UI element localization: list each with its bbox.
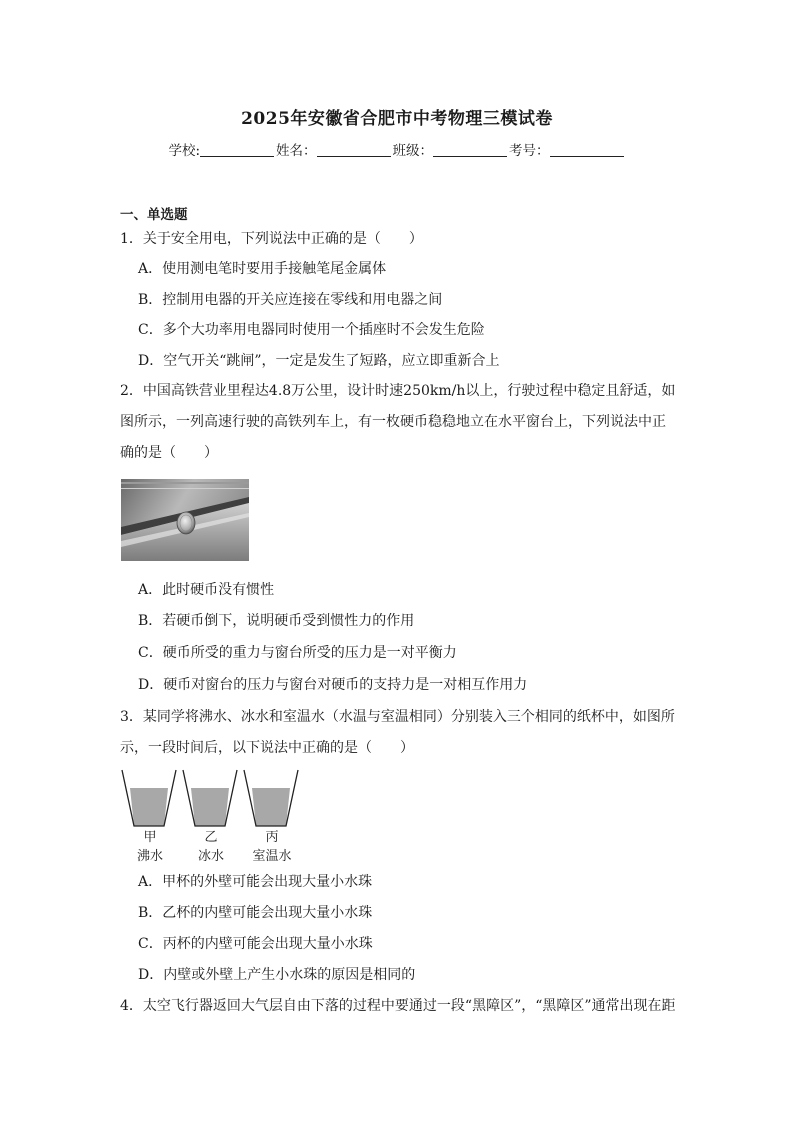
question-1-option-b: B．控制用电器的开关应连接在零线和用电器之间 [138, 292, 443, 308]
school-label: 学校: [168, 143, 201, 159]
question-4-stem: 4．太空飞行器返回大气层自由下落的过程中要通过一段“黑障区”，“黑障区”通常出现在距 [120, 998, 676, 1014]
student-info-line [0, 139, 794, 159]
cup-bing-label: 丙 [265, 830, 279, 845]
name-blank[interactable] [317, 142, 391, 157]
class-blank[interactable] [433, 142, 507, 157]
school-blank[interactable] [200, 142, 274, 157]
cup-yi-sublabel: 冰水 [197, 849, 224, 864]
question-1-option-c: C．多个大功率用电器同时使用一个插座时不会发生危险 [138, 322, 485, 338]
number-blank[interactable] [550, 142, 624, 157]
cup-jia-label: 甲 [143, 830, 157, 845]
cup-yi-label: 乙 [204, 830, 218, 845]
cup-bing-sublabel: 室温水 [252, 849, 292, 864]
question-3-option-d: D．内壁或外壁上产生小水珠的原因是相同的 [138, 967, 416, 983]
question-3-stem: 3．某同学将沸水、冰水和室温水（水温与室温相同）分别装入三个相同的纸杯中，如图所示，一段时间后，以下说法中正确的是（ ） [120, 709, 675, 756]
question-1-option-d: D．空气开关“跳闸”，一定是发生了短路，应立即重新合上 [138, 353, 500, 369]
cup-jia-sublabel: 沸水 [136, 849, 163, 864]
question-3-option-c: C．丙杯的内壁可能会出现大量小水珠 [138, 936, 373, 952]
question-2-stem: 2．中国高铁营业里程达4.8万公里，设计时速250km/h以上，行驶过程中稳定且舒适，如图所示，一列高速行驶的高铁列车上，有一枚硬币稳稳地立在水平窗台上，下列说法中正确的是（ ） [120, 383, 676, 461]
class-label: 班级： [392, 143, 434, 159]
page-title: 2025年安徽省合肥市中考物理三模试卷 [241, 109, 553, 129]
number-label: 考号： [509, 143, 550, 159]
coin-on-windowsill-photo [121, 479, 249, 561]
three-cups-figure [118, 768, 308, 864]
question-3-option-b: B．乙杯的内壁可能会出现大量小水珠 [138, 905, 373, 921]
question-2-option-b: B．若硬币倒下，说明硬币受到惯性力的作用 [138, 613, 415, 629]
coin-photo-image [121, 479, 249, 561]
question-2-option-c: C．硬币所受的重力与窗台所受的压力是一对平衡力 [138, 645, 457, 661]
question-1-stem: 1．关于安全用电，下列说法中正确的是（ ） [120, 231, 423, 247]
question-3-option-a: A．甲杯的外壁可能会出现大量小水珠 [138, 874, 373, 890]
name-label: 姓名： [276, 143, 317, 159]
question-1-option-a: A．使用测电笔时要用手接触笔尾金属体 [138, 261, 387, 277]
cups-drawing [118, 768, 308, 828]
section-heading: 一、单选题 [120, 207, 188, 223]
question-2-option-a: A．此时硬币没有惯性 [138, 582, 275, 598]
question-2-option-d: D．硬币对窗台的压力与窗台对硬币的支持力是一对相互作用力 [138, 677, 528, 693]
